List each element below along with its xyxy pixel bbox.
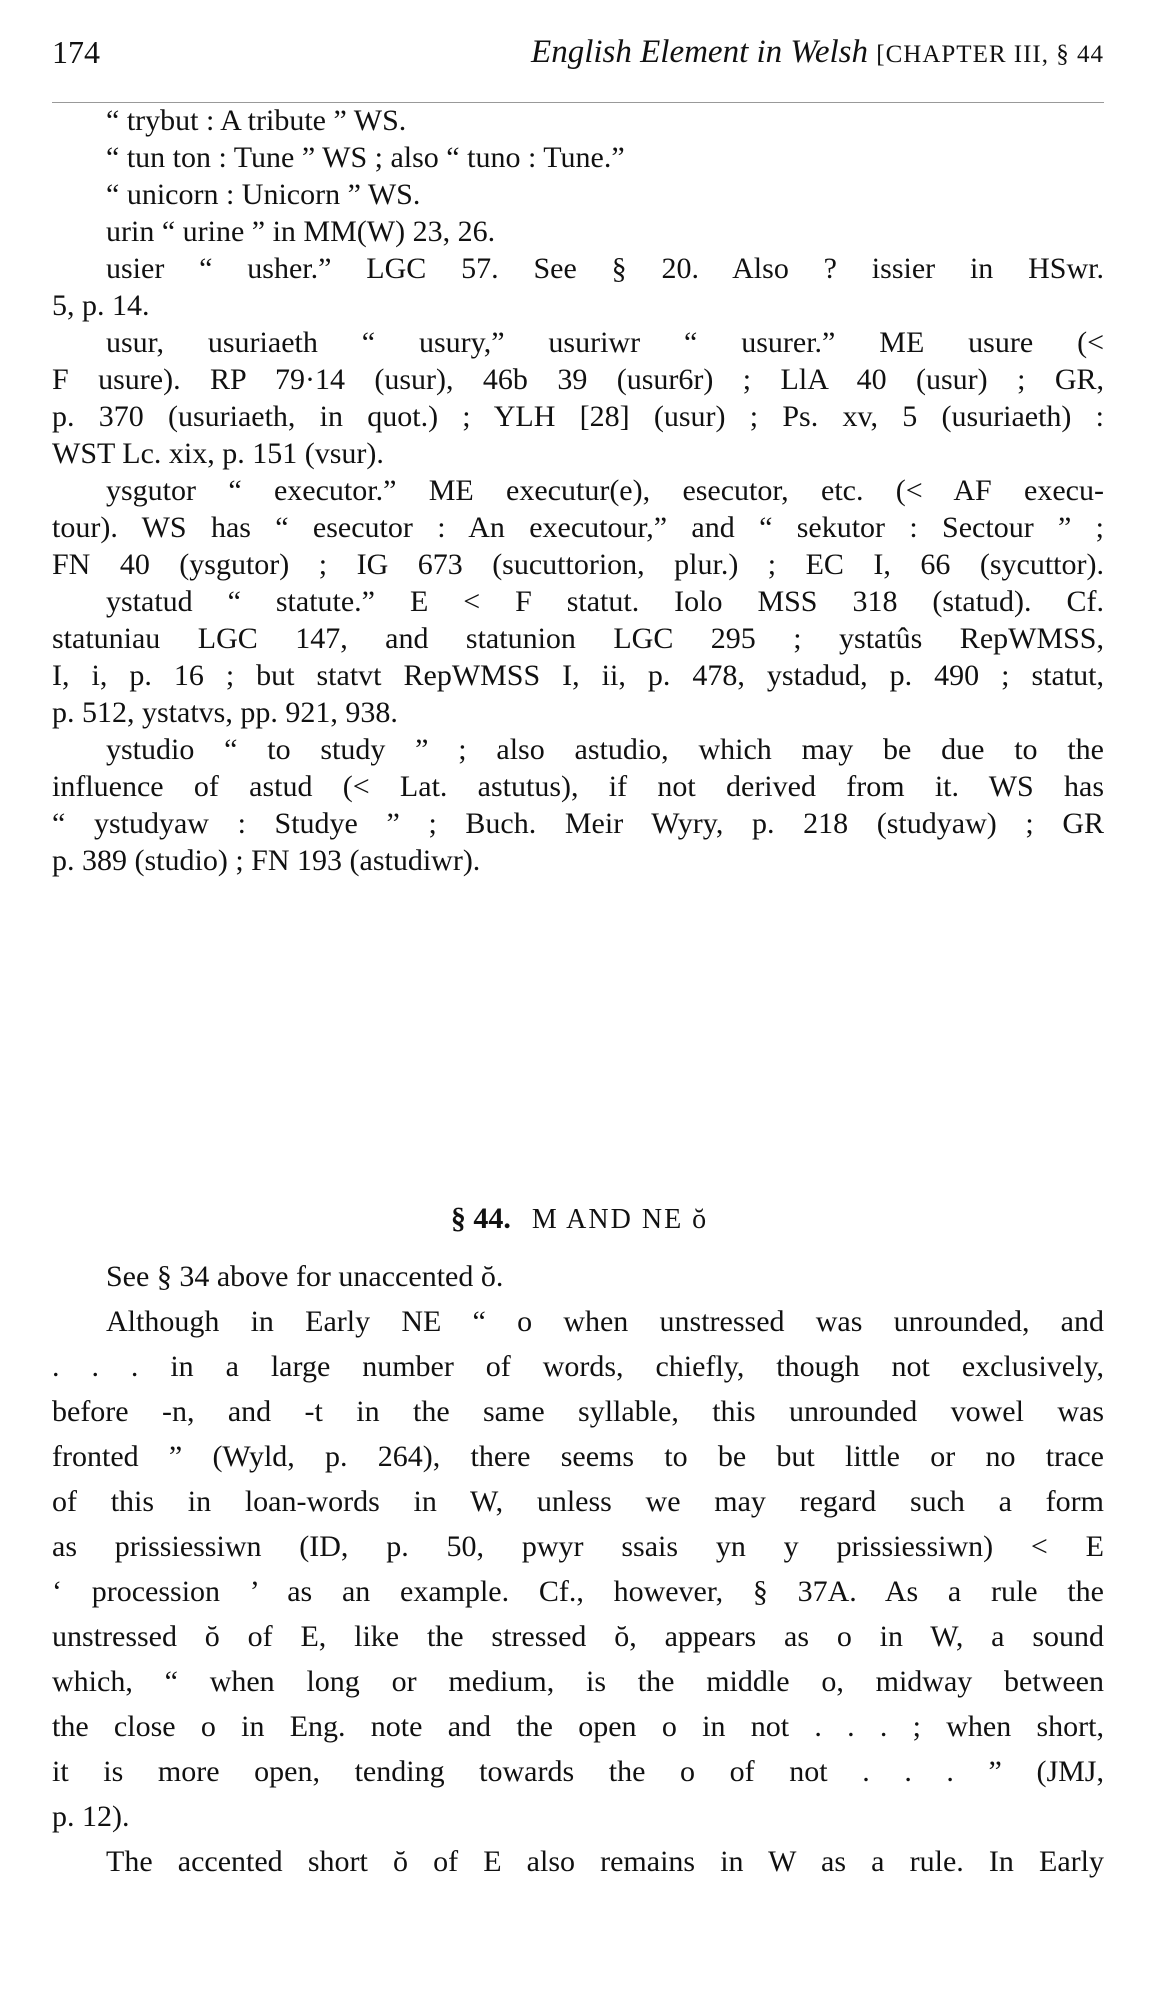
body-line: of this in loan-words in W, unless we may regard such a form: [52, 1485, 1104, 1518]
body-line: it is more open, tending towards the o of not . . . ” (JMJ,: [52, 1755, 1104, 1788]
page-number: 174: [52, 34, 100, 70]
book-title: English Element in Welsh: [531, 34, 869, 70]
entry-line: I, i, p. 16 ; but statvt RepWMSS I, ii, p. 478, ystadud, p. 490 ; statut,: [52, 659, 1104, 692]
body-line: . . . in a large number of words, chiefly, though not exclusively,: [52, 1350, 1104, 1383]
entry-line: ystudio “ to study ” ; also astudio, which may be due to the: [106, 733, 1104, 766]
body-line: See § 34 above for unaccented ŏ.: [106, 1260, 504, 1293]
entry-line: tour). WS has “ esecutor : An executour,” and “ sekutor : Sectour ” ;: [52, 511, 1104, 544]
body-line: fronted ” (Wyld, p. 264), there seems to be but little or no trace: [52, 1440, 1104, 1473]
body-line: The accented short ŏ of E also remains in W as a rule. In Early: [106, 1845, 1104, 1878]
chapter-reference: [CHAPTER III, § 44: [876, 41, 1104, 68]
entry-line: usur, usuriaeth “ usury,” usuriwr “ usurer.” ME usure (<: [106, 326, 1104, 359]
entry-line: p. 512, ystatvs, pp. 921, 938.: [52, 696, 398, 729]
entry-line: WST Lc. xix, p. 151 (vsur).: [52, 437, 384, 470]
body-line: Although in Early NE “ o when unstressed was unrounded, and: [106, 1305, 1104, 1338]
entry-line: FN 40 (ysgutor) ; IG 673 (sucuttorion, plur.) ; EC I, 66 (sycuttor).: [52, 548, 1104, 581]
entry-line: urin “ urine ” in MM(W) 23, 26.: [106, 215, 496, 248]
entry-line: 5, p. 14.: [52, 289, 150, 322]
body-line: p. 12).: [52, 1800, 130, 1833]
entry-line: p. 370 (usuriaeth, in quot.) ; YLH [28] (usur) ; Ps. xv, 5 (usuriaeth) :: [52, 400, 1104, 433]
entry-line: p. 389 (studio) ; FN 193 (astudiwr).: [52, 844, 481, 877]
section-number: § 44.: [450, 1202, 511, 1235]
body-line: unstressed ŏ of E, like the stressed ŏ, appears as o in W, a sound: [52, 1620, 1104, 1653]
body-line: ‘ procession ’ as an example. Cf., however, § 37A. As a rule the: [52, 1575, 1104, 1608]
entry-line: influence of astud (< Lat. astutus), if not derived from it. WS has: [52, 770, 1104, 803]
entry-line: ysgutor “ executor.” ME executur(e), esecutor, etc. (< AF execu-: [106, 474, 1104, 507]
entry-line: “ ystudyaw : Studye ” ; Buch. Meir Wyry, p. 218 (studyaw) ; GR: [52, 807, 1104, 840]
body-line: the close o in Eng. note and the open o in not . . . ; when short,: [52, 1710, 1104, 1743]
entry-line: “ tun ton : Tune ” WS ; also “ tuno : Tune.”: [106, 141, 625, 174]
section-heading: [0, 1202, 1159, 1236]
body-line: as prissiessiwn (ID, p. 50, pwyr ssais yn y prissiessiwn) < E: [52, 1530, 1104, 1563]
entry-line: “ trybut : A tribute ” WS.: [106, 104, 407, 137]
body-line: which, “ when long or medium, is the middle o, midway between: [52, 1665, 1104, 1698]
body-line: before -n, and -t in the same syllable, this unrounded vowel was: [52, 1395, 1104, 1428]
running-header: [52, 34, 1104, 84]
running-head: [531, 34, 1104, 71]
section-title: M AND NE ŏ: [531, 1204, 709, 1235]
entry-line: ystatud “ statute.” E < F statut. Iolo MSS 318 (statud). Cf.: [106, 585, 1104, 618]
entry-line: usier “ usher.” LGC 57. See § 20. Also ? issier in HSwr.: [106, 252, 1104, 285]
entry-line: “ unicorn : Unicorn ” WS.: [106, 178, 421, 211]
entry-line: F usure). RP 79·14 (usur), 46b 39 (usur6r) ; LlA 40 (usur) ; GR,: [52, 363, 1104, 396]
entry-line: statuniau LGC 147, and statunion LGC 295 ; ystatûs RepWMSS,: [52, 622, 1104, 655]
